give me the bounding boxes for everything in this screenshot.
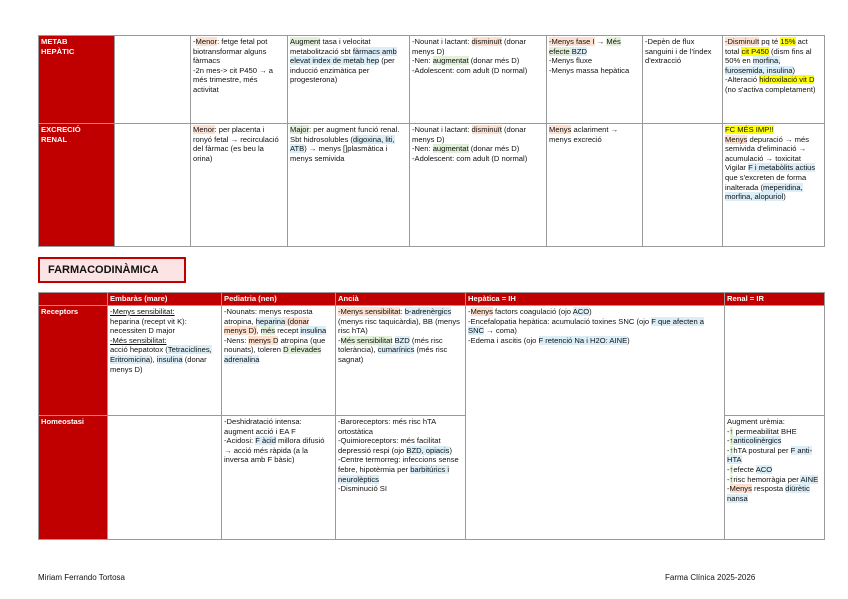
text-run: ↑ — [729, 445, 734, 455]
text-run: Menor — [193, 125, 215, 134]
text-run: : per placenta i ronyó fetal → recirculació del fàrmac (es beu la orina) — [193, 125, 279, 163]
text-run: : — [547, 316, 552, 326]
text-run: com — [456, 153, 473, 163]
text-run: digoxina, liti, ATB — [290, 134, 395, 154]
text-run: disminuït — [471, 37, 502, 46]
text-run: (dism fins al 50% en — [725, 46, 812, 66]
text-run: insulina — [300, 326, 327, 336]
text-run: act total — [725, 37, 808, 56]
text-run: (donar més D) — [468, 144, 520, 154]
text-run: F àcid — [255, 436, 276, 446]
text-run: -Disminució SI — [338, 484, 387, 494]
text-run: (més risc sagnat) — [338, 345, 448, 364]
table-header-row — [39, 293, 825, 306]
text-run: -Nounat i lactant: — [412, 37, 472, 46]
text-run: : per augment funció renal. Sbt hidrosolubles ( — [290, 125, 400, 144]
text-run: BHE — [781, 426, 797, 436]
text-run: -Menys fase I — [549, 37, 595, 46]
text-run: pq té — [759, 37, 781, 46]
text-run: (donar menys D) — [224, 316, 310, 336]
text-run: hidroxilació vit D — [759, 75, 815, 85]
text-run: : infeccions sense febre, hipotèrmia per — [338, 455, 459, 474]
text-run: Més sensibilitat — [340, 335, 393, 345]
text-run: Tetraciclines, Eritromicina — [110, 345, 212, 364]
text-run: com — [456, 65, 473, 75]
text-run: -Menys fluxe — [549, 56, 593, 66]
cell-pregnancy — [191, 124, 288, 247]
text-run: ↑ — [729, 426, 734, 436]
text-run: F anti-HTA — [727, 445, 813, 465]
text-run: (donar menys D) — [110, 354, 207, 374]
text-run: (D normal) — [489, 153, 528, 163]
text-run: - — [468, 307, 471, 316]
text-run: i de — [673, 46, 690, 56]
text-run: -Centre termorreg — [338, 455, 399, 465]
row-label: METAB HEPÀTIC — [39, 36, 115, 124]
text-run: depuració — [747, 134, 783, 144]
text-run: (donar menys D) — [412, 37, 526, 56]
text-run: - — [338, 335, 341, 345]
table-row — [39, 124, 825, 247]
text-run: ↑ — [729, 474, 734, 484]
text-run: -2n mes-> — [193, 65, 230, 75]
text-run: ) → menys []plasmàtica i menys semivida — [290, 144, 388, 163]
text-run: atropina — [224, 316, 252, 326]
text-run: ↑ — [729, 436, 734, 446]
text-run: Menys — [549, 125, 572, 134]
text-run: (per inducció enzimàtica per progesterona) — [290, 56, 395, 85]
text-run: -Nounats — [224, 307, 255, 316]
text-run: → toxicitat — [763, 153, 801, 163]
text-run: FC MÉS IMP!! — [725, 125, 774, 134]
text-run: resposta — [751, 484, 786, 494]
row-label: EXCRECIÓ RENAL — [39, 124, 115, 247]
text-run: (menys risc taquicàrdia), — [338, 316, 423, 326]
text-run: fàrmacs amb elevat index de metab hep — [290, 46, 397, 66]
text-run: cit P450 — [229, 65, 257, 75]
cell-pediatrics — [222, 416, 336, 540]
text-run: Vigilar — [725, 163, 749, 173]
cell-renal — [723, 124, 825, 247]
text-run: ) — [792, 65, 796, 75]
text-run: → més semivida d'eliminació → — [725, 134, 810, 154]
cell-pregnancy-mother — [288, 36, 410, 124]
text-run: → — [594, 37, 607, 46]
text-run: risc — [733, 474, 748, 484]
text-run: (D normal) — [489, 65, 528, 75]
text-run: , — [251, 316, 256, 326]
text-run: (més risc tolerància), — [338, 335, 443, 355]
column-header: Embaràs (mare) — [108, 293, 222, 306]
column-header: Pediatria (nen) — [222, 293, 336, 306]
footer-course: Farma Clínica 2025-2026 — [665, 573, 756, 582]
text-run: Menor — [195, 37, 218, 46]
text-run: - — [727, 484, 730, 494]
column-header: Ancià — [336, 293, 466, 306]
text-run: : augment acció i EA F — [224, 417, 302, 436]
cell-pregnancy — [108, 306, 222, 416]
text-run: - — [727, 464, 730, 474]
text-run: - — [727, 474, 730, 484]
text-run: -Deshidratació intensa — [224, 417, 300, 426]
text-run: -Disminuït — [725, 37, 760, 46]
text-run: (donar menys D) — [412, 125, 526, 144]
text-run: ) — [627, 335, 630, 345]
text-run: F i metabòlits actius — [748, 163, 816, 173]
text-run: Menys — [725, 134, 748, 144]
text-run: heparina — [110, 316, 140, 326]
text-run: cit P450 — [741, 46, 769, 56]
text-run: diürètic nansa — [727, 484, 810, 503]
text-run: - — [727, 426, 730, 436]
text-run: (menys risc hTA) — [338, 316, 460, 336]
text-run: -Edema i ascitis — [468, 335, 522, 345]
text-run: ) — [783, 192, 786, 202]
text-run: l'índex d'extracció — [645, 46, 712, 66]
text-run: -Alteració — [725, 75, 760, 85]
text-run: ( — [758, 182, 763, 192]
text-run: Més efecte — [549, 37, 621, 56]
cell-pediatrics — [410, 36, 547, 124]
text-run: : més risc hTA ortostàtica — [338, 417, 436, 436]
text-run: F que afecten a SNC — [468, 316, 705, 336]
text-run: → coma) — [484, 326, 517, 336]
cell-hepatic — [643, 124, 723, 247]
text-run: acumulació — [551, 316, 591, 326]
cell-renal — [725, 306, 825, 416]
column-header — [39, 293, 108, 306]
text-run: ) — [589, 307, 592, 316]
cell-hepatic — [466, 306, 725, 540]
empty-cell — [115, 36, 191, 124]
cell-pediatrics — [222, 306, 336, 416]
text-run: recept — [275, 326, 301, 336]
text-run: -Depèn de — [645, 37, 683, 46]
cell-elderly — [547, 124, 643, 247]
text-run: -Adolescent: — [412, 65, 457, 75]
text-run: que — [725, 172, 740, 182]
text-run: (ojo — [556, 307, 573, 316]
text-run: aclariment → menys excreció — [549, 125, 619, 144]
text-run: ACO — [572, 307, 590, 316]
text-run: AINE — [800, 474, 819, 484]
text-run: morfina, furosemida, insulina — [725, 56, 793, 75]
text-run: (ojo — [521, 335, 539, 345]
text-run: D elevades — [283, 345, 322, 355]
footer-author: Miriam Ferrando Tortosa — [38, 573, 125, 582]
text-run: atropina — [280, 335, 309, 345]
text-run: insulina — [156, 354, 183, 364]
text-run: Menys — [729, 484, 752, 494]
text-run: meperidina, morfina, alopuriol — [725, 182, 803, 202]
text-run: - — [727, 445, 730, 455]
text-run: augmentat — [432, 144, 469, 154]
text-run: Augment — [290, 37, 321, 46]
cell-elderly — [547, 36, 643, 124]
text-run: heparina — [255, 316, 286, 326]
text-run: AINE — [609, 335, 628, 345]
text-run: -Baroreceptors — [338, 417, 389, 426]
text-run: millora difusió → acció més ràpida (a la inversa amb F bàsic) — [224, 436, 325, 465]
table-row — [39, 306, 825, 416]
text-run: 15% — [780, 37, 796, 46]
text-run: tasa i velocitat metabolització sbt — [290, 37, 371, 56]
text-run: adrenalina — [224, 354, 260, 364]
text-run: s'excreten de forma inalterada — [725, 172, 807, 192]
cell-renal — [725, 416, 825, 540]
cell-hepatic — [643, 36, 723, 124]
text-run: efecte — [733, 464, 756, 474]
text-run: : menys resposta — [254, 307, 313, 316]
text-run: hemorràgia — [747, 474, 786, 484]
empty-cell — [115, 124, 191, 247]
text-run: anticolinèrgics — [733, 436, 782, 446]
text-run: -Encefalopatia hepàtica — [468, 316, 548, 326]
text-run: Major — [290, 125, 309, 134]
cell-renal — [723, 36, 825, 124]
text-run: (donar més D) — [468, 56, 520, 66]
text-run: -Menys massa hepàtica — [549, 65, 630, 75]
text-run: BZD — [394, 335, 410, 345]
text-run: Menys — [470, 307, 493, 316]
text-run: per — [775, 445, 791, 455]
text-run: -Nen: — [412, 56, 433, 66]
text-run: disminuït — [471, 125, 502, 134]
column-header: Renal = IR — [725, 293, 825, 306]
text-run: F retenció Na i H2O: — [538, 335, 610, 345]
text-run: factors coagulació — [492, 307, 557, 316]
text-run: -Menys sensibilitat — [338, 307, 401, 316]
table-row — [39, 36, 825, 124]
text-run: , — [256, 326, 261, 336]
text-run: -Adolescent: — [412, 153, 457, 163]
text-run: ) — [449, 445, 452, 455]
pharmacokinetics-table — [38, 35, 825, 247]
text-run: -Nen: — [412, 144, 433, 154]
text-run: menys D — [248, 335, 279, 345]
text-run: : més facilitat depressió respi (ojo — [338, 436, 441, 455]
text-run: b-adrenèrgics — [404, 307, 452, 316]
text-run: → a més trimestre, més activitat — [193, 65, 274, 94]
text-run: acumulació — [725, 153, 764, 163]
cell-elderly — [336, 416, 466, 540]
text-run: flux sanguini — [645, 37, 695, 56]
text-run: ACO — [755, 464, 773, 474]
text-run: : — [782, 417, 785, 426]
text-run: -Menys sensibilitat: — [110, 307, 175, 316]
pharmacodynamics-table — [38, 292, 825, 540]
text-run: adult — [472, 153, 490, 163]
text-run: acció hepatotox ( — [110, 345, 168, 355]
text-run: (que nounats), toleren — [224, 335, 326, 355]
text-run: -Nens: — [224, 335, 249, 345]
text-run: adult — [472, 65, 490, 75]
text-run: barbitúrics i neurolèptics — [338, 464, 450, 484]
text-run: (no s'activa completament) — [725, 84, 816, 94]
section-title: FARMACODINÀMICA — [38, 257, 186, 283]
text-run: per — [785, 474, 801, 484]
row-label: Receptors — [39, 306, 108, 416]
text-run: Augment urèmia — [727, 417, 783, 426]
column-header: Hepàtica = IH — [466, 293, 725, 306]
text-run: permeabilitat — [733, 426, 782, 436]
cell-pregnancy — [108, 416, 222, 540]
cell-elderly — [336, 306, 466, 416]
text-run: cumarínics — [377, 345, 415, 355]
text-run: ↑ — [729, 464, 734, 474]
text-run: BZD, opiacis — [406, 445, 450, 455]
text-run: BZD — [571, 46, 587, 56]
text-run: -Quimioreceptors — [338, 436, 397, 446]
text-run: toxines SNC (ojo — [590, 316, 652, 326]
text-run: hTA postural — [733, 445, 776, 455]
text-run: -Més sensibilitat: — [110, 335, 167, 345]
text-run: - — [193, 37, 196, 46]
text-run: : fetge fetal pot biotransformar alguns fàrmacs — [193, 37, 268, 66]
row-label: Homeostasi — [39, 416, 108, 540]
text-run: -Acidosi: — [224, 436, 256, 446]
cell-pregnancy-mother — [288, 124, 410, 247]
text-run: BB — [422, 316, 433, 326]
text-run: : — [400, 307, 405, 316]
cell-pediatrics — [410, 124, 547, 247]
text-run: (recept vit K): necessiten D major — [110, 316, 187, 336]
text-run: -Nounat i lactant: — [412, 125, 472, 134]
text-run: ), — [150, 354, 157, 364]
cell-pregnancy — [191, 36, 288, 124]
text-run: més — [260, 326, 276, 336]
text-run: - — [727, 436, 730, 446]
text-run: augmentat — [432, 56, 469, 66]
